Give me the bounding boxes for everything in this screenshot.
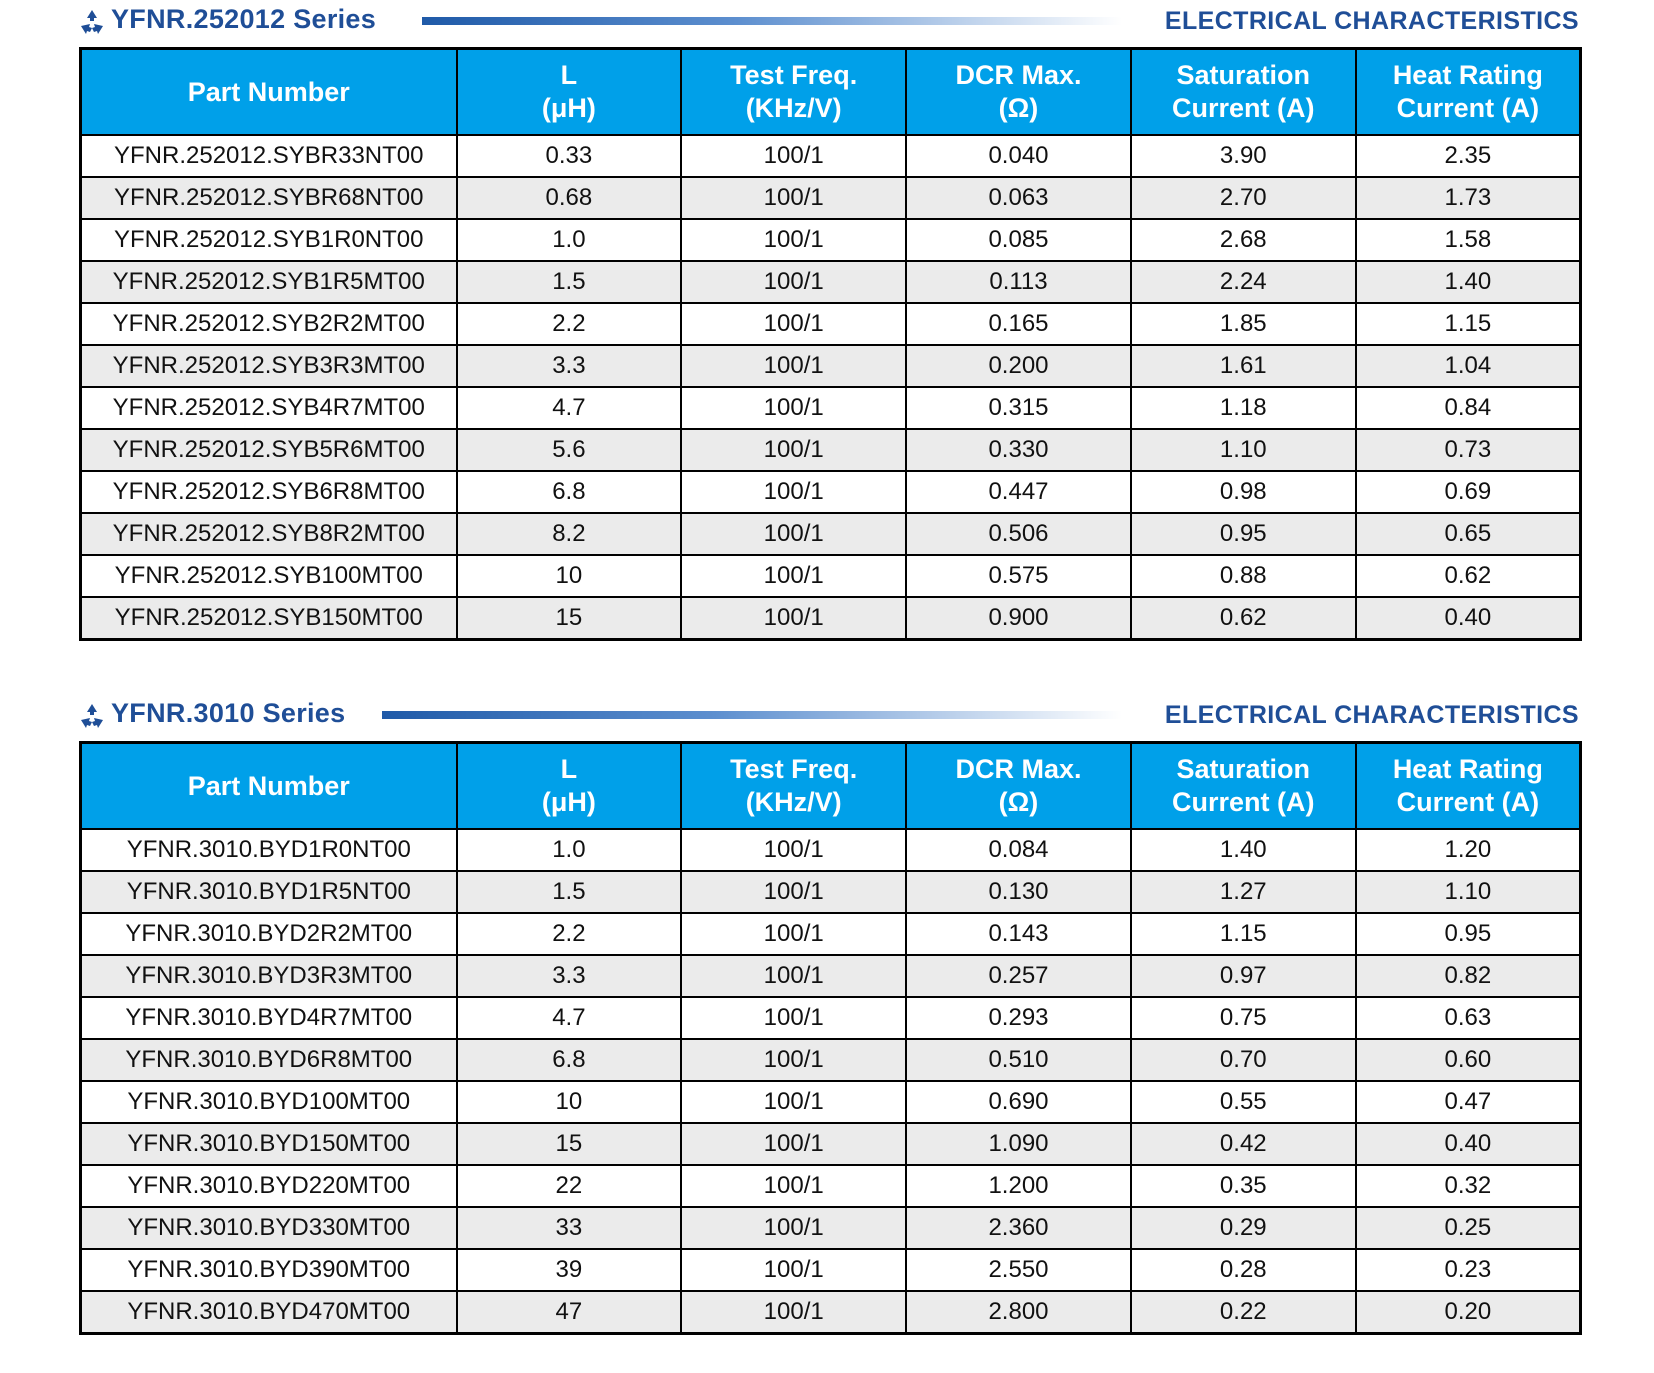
value-cell: 0.73 bbox=[1356, 429, 1581, 471]
value-cell: 0.20 bbox=[1356, 1291, 1581, 1334]
value-cell: 0.40 bbox=[1356, 597, 1581, 640]
table-row bbox=[81, 871, 1581, 913]
value-cell: 0.82 bbox=[1356, 955, 1581, 997]
value-cell: 15 bbox=[457, 1123, 682, 1165]
value-cell: 0.32 bbox=[1356, 1165, 1581, 1207]
value-cell: 6.8 bbox=[457, 1039, 682, 1081]
value-cell: 0.47 bbox=[1356, 1081, 1581, 1123]
recycle-icon bbox=[79, 9, 105, 35]
column-header-line: Part Number bbox=[187, 76, 350, 107]
value-cell: 0.60 bbox=[1356, 1039, 1581, 1081]
value-cell: 100/1 bbox=[681, 997, 906, 1039]
value-cell: 0.75 bbox=[1131, 997, 1356, 1039]
value-cell: 2.800 bbox=[906, 1291, 1131, 1334]
value-cell: 33 bbox=[457, 1207, 682, 1249]
value-cell: 0.510 bbox=[906, 1039, 1131, 1081]
part-number-cell: YFNR.252012.SYB4R7MT00 bbox=[81, 387, 457, 429]
table-row bbox=[81, 913, 1581, 955]
value-cell: 0.143 bbox=[906, 913, 1131, 955]
value-cell: 10 bbox=[457, 1081, 682, 1123]
column-header bbox=[81, 49, 457, 136]
column-header-line: Current (A) bbox=[1396, 787, 1540, 817]
part-number-cell: YFNR.3010.BYD6R8MT00 bbox=[81, 1039, 457, 1081]
value-cell: 1.04 bbox=[1356, 345, 1581, 387]
value-cell: 0.98 bbox=[1131, 471, 1356, 513]
table-row bbox=[81, 1081, 1581, 1123]
value-cell: 0.88 bbox=[1131, 555, 1356, 597]
column-header-line: Test Freq. bbox=[730, 754, 858, 784]
value-cell: 0.084 bbox=[906, 829, 1131, 871]
value-cell: 0.69 bbox=[1356, 471, 1581, 513]
value-cell: 0.506 bbox=[906, 513, 1131, 555]
column-header bbox=[1356, 49, 1581, 136]
value-cell: 0.063 bbox=[906, 177, 1131, 219]
value-cell: 10 bbox=[457, 555, 682, 597]
table-row bbox=[81, 303, 1581, 345]
part-number-cell: YFNR.3010.BYD330MT00 bbox=[81, 1207, 457, 1249]
value-cell: 39 bbox=[457, 1249, 682, 1291]
value-cell: 100/1 bbox=[681, 955, 906, 997]
value-cell: 0.95 bbox=[1131, 513, 1356, 555]
part-number-cell: YFNR.252012.SYB1R5MT00 bbox=[81, 261, 457, 303]
value-cell: 100/1 bbox=[681, 513, 906, 555]
table-row bbox=[81, 1123, 1581, 1165]
value-cell: 1.61 bbox=[1131, 345, 1356, 387]
series-section-3010 bbox=[79, 694, 1579, 1325]
value-cell: 0.257 bbox=[906, 955, 1131, 997]
part-number-cell: YFNR.3010.BYD220MT00 bbox=[81, 1165, 457, 1207]
table-row bbox=[81, 1207, 1581, 1249]
column-header bbox=[1131, 743, 1356, 830]
table-row bbox=[81, 261, 1581, 303]
value-cell: 0.62 bbox=[1356, 555, 1581, 597]
value-cell: 100/1 bbox=[681, 261, 906, 303]
value-cell: 1.5 bbox=[457, 261, 682, 303]
value-cell: 1.0 bbox=[457, 219, 682, 261]
column-header bbox=[681, 743, 906, 830]
column-header bbox=[1356, 743, 1581, 830]
column-header-line: Current (A) bbox=[1396, 93, 1540, 123]
value-cell: 100/1 bbox=[681, 1207, 906, 1249]
column-header bbox=[81, 743, 457, 830]
value-cell: 100/1 bbox=[681, 303, 906, 345]
value-cell: 100/1 bbox=[681, 1039, 906, 1081]
value-cell: 3.90 bbox=[1131, 135, 1356, 177]
value-cell: 0.130 bbox=[906, 871, 1131, 913]
value-cell: 2.2 bbox=[457, 303, 682, 345]
value-cell: 100/1 bbox=[681, 829, 906, 871]
electrical-characteristics-table bbox=[79, 47, 1582, 641]
value-cell: 1.18 bbox=[1131, 387, 1356, 429]
value-cell: 100/1 bbox=[681, 219, 906, 261]
value-cell: 0.42 bbox=[1131, 1123, 1356, 1165]
value-cell: 3.3 bbox=[457, 955, 682, 997]
value-cell: 3.3 bbox=[457, 345, 682, 387]
part-number-cell: YFNR.252012.SYB100MT00 bbox=[81, 555, 457, 597]
part-number-cell: YFNR.3010.BYD2R2MT00 bbox=[81, 913, 457, 955]
section-header bbox=[79, 0, 1579, 46]
value-cell: 8.2 bbox=[457, 513, 682, 555]
column-header-line: DCR Max. bbox=[955, 754, 1082, 784]
column-header-line: (μH) bbox=[541, 93, 596, 123]
part-number-cell: YFNR.252012.SYB3R3MT00 bbox=[81, 345, 457, 387]
value-cell: 1.5 bbox=[457, 871, 682, 913]
value-cell: 100/1 bbox=[681, 345, 906, 387]
part-number-cell: YFNR.252012.SYB8R2MT00 bbox=[81, 513, 457, 555]
table-row bbox=[81, 1039, 1581, 1081]
column-header-line: (KHz/V) bbox=[745, 787, 842, 817]
table-header-row bbox=[81, 743, 1581, 830]
value-cell: 100/1 bbox=[681, 1249, 906, 1291]
value-cell: 4.7 bbox=[457, 997, 682, 1039]
table-row bbox=[81, 1291, 1581, 1334]
column-header-line: Current (A) bbox=[1172, 787, 1315, 817]
series-section-252012 bbox=[79, 0, 1579, 631]
column-header bbox=[681, 49, 906, 136]
value-cell: 1.10 bbox=[1131, 429, 1356, 471]
table-row bbox=[81, 1249, 1581, 1291]
value-cell: 0.97 bbox=[1131, 955, 1356, 997]
part-number-cell: YFNR.3010.BYD150MT00 bbox=[81, 1123, 457, 1165]
table-row bbox=[81, 387, 1581, 429]
value-cell: 2.2 bbox=[457, 913, 682, 955]
value-cell: 0.84 bbox=[1356, 387, 1581, 429]
value-cell: 1.20 bbox=[1356, 829, 1581, 871]
value-cell: 0.040 bbox=[906, 135, 1131, 177]
value-cell: 2.68 bbox=[1131, 219, 1356, 261]
table-row bbox=[81, 597, 1581, 640]
table-header-row bbox=[81, 49, 1581, 136]
value-cell: 0.690 bbox=[906, 1081, 1131, 1123]
value-cell: 1.0 bbox=[457, 829, 682, 871]
value-cell: 0.95 bbox=[1356, 913, 1581, 955]
value-cell: 2.70 bbox=[1131, 177, 1356, 219]
value-cell: 2.360 bbox=[906, 1207, 1131, 1249]
value-cell: 100/1 bbox=[681, 471, 906, 513]
table-row bbox=[81, 997, 1581, 1039]
value-cell: 0.55 bbox=[1131, 1081, 1356, 1123]
table-row bbox=[81, 555, 1581, 597]
value-cell: 0.085 bbox=[906, 219, 1131, 261]
value-cell: 0.293 bbox=[906, 997, 1131, 1039]
part-number-cell: YFNR.252012.SYB1R0NT00 bbox=[81, 219, 457, 261]
value-cell: 2.550 bbox=[906, 1249, 1131, 1291]
part-number-cell: YFNR.3010.BYD470MT00 bbox=[81, 1291, 457, 1334]
part-number-cell: YFNR.3010.BYD100MT00 bbox=[81, 1081, 457, 1123]
value-cell: 0.575 bbox=[906, 555, 1131, 597]
value-cell: 1.090 bbox=[906, 1123, 1131, 1165]
part-number-cell: YFNR.252012.SYB2R2MT00 bbox=[81, 303, 457, 345]
part-number-cell: YFNR.252012.SYB150MT00 bbox=[81, 597, 457, 640]
table-row bbox=[81, 219, 1581, 261]
value-cell: 100/1 bbox=[681, 1291, 906, 1334]
value-cell: 1.27 bbox=[1131, 871, 1356, 913]
value-cell: 0.63 bbox=[1356, 997, 1581, 1039]
value-cell: 100/1 bbox=[681, 1081, 906, 1123]
value-cell: 100/1 bbox=[681, 913, 906, 955]
table-row bbox=[81, 135, 1581, 177]
value-cell: 100/1 bbox=[681, 1123, 906, 1165]
table-row bbox=[81, 177, 1581, 219]
value-cell: 1.10 bbox=[1356, 871, 1581, 913]
part-number-cell: YFNR.252012.SYBR33NT00 bbox=[81, 135, 457, 177]
value-cell: 0.165 bbox=[906, 303, 1131, 345]
value-cell: 1.40 bbox=[1356, 261, 1581, 303]
section-divider-bar bbox=[422, 17, 1122, 25]
value-cell: 0.900 bbox=[906, 597, 1131, 640]
section-title: YFNR.252012 Series bbox=[111, 4, 377, 34]
value-cell: 0.35 bbox=[1131, 1165, 1356, 1207]
part-number-cell: YFNR.3010.BYD1R0NT00 bbox=[81, 829, 457, 871]
column-header-line: (μH) bbox=[541, 787, 596, 817]
value-cell: 0.68 bbox=[457, 177, 682, 219]
value-cell: 1.58 bbox=[1356, 219, 1581, 261]
value-cell: 0.28 bbox=[1131, 1249, 1356, 1291]
column-header-line: Test Freq. bbox=[730, 60, 858, 90]
column-header bbox=[457, 49, 682, 136]
value-cell: 100/1 bbox=[681, 555, 906, 597]
value-cell: 0.113 bbox=[906, 261, 1131, 303]
column-header bbox=[906, 49, 1131, 136]
value-cell: 1.73 bbox=[1356, 177, 1581, 219]
part-number-cell: YFNR.3010.BYD390MT00 bbox=[81, 1249, 457, 1291]
part-number-cell: YFNR.3010.BYD4R7MT00 bbox=[81, 997, 457, 1039]
column-header-line: (Ω) bbox=[998, 93, 1039, 123]
value-cell: 0.23 bbox=[1356, 1249, 1581, 1291]
column-header-line: Heat Rating bbox=[1392, 60, 1543, 90]
column-header bbox=[1131, 49, 1356, 136]
part-number-cell: YFNR.252012.SYB5R6MT00 bbox=[81, 429, 457, 471]
column-header bbox=[457, 743, 682, 830]
value-cell: 1.40 bbox=[1131, 829, 1356, 871]
table-row bbox=[81, 955, 1581, 997]
value-cell: 0.62 bbox=[1131, 597, 1356, 640]
column-header-line: Current (A) bbox=[1172, 93, 1315, 123]
value-cell: 0.315 bbox=[906, 387, 1131, 429]
value-cell: 0.330 bbox=[906, 429, 1131, 471]
value-cell: 5.6 bbox=[457, 429, 682, 471]
value-cell: 0.70 bbox=[1131, 1039, 1356, 1081]
column-header-line: L bbox=[560, 60, 578, 90]
section-title: YFNR.3010 Series bbox=[111, 698, 346, 728]
value-cell: 0.25 bbox=[1356, 1207, 1581, 1249]
value-cell: 100/1 bbox=[681, 177, 906, 219]
recycle-icon bbox=[79, 703, 105, 729]
value-cell: 0.33 bbox=[457, 135, 682, 177]
value-cell: 4.7 bbox=[457, 387, 682, 429]
column-header-line: Saturation bbox=[1176, 60, 1311, 90]
value-cell: 100/1 bbox=[681, 429, 906, 471]
column-header bbox=[906, 743, 1131, 830]
value-cell: 0.22 bbox=[1131, 1291, 1356, 1334]
value-cell: 100/1 bbox=[681, 387, 906, 429]
section-subtitle: ELECTRICAL CHARACTERISTICS bbox=[1164, 701, 1579, 729]
value-cell: 100/1 bbox=[681, 135, 906, 177]
value-cell: 1.15 bbox=[1356, 303, 1581, 345]
value-cell: 47 bbox=[457, 1291, 682, 1334]
value-cell: 100/1 bbox=[681, 871, 906, 913]
table-row bbox=[81, 429, 1581, 471]
table-row bbox=[81, 829, 1581, 871]
table-row bbox=[81, 1165, 1581, 1207]
column-header-line: (Ω) bbox=[998, 787, 1039, 817]
table-row bbox=[81, 345, 1581, 387]
value-cell: 100/1 bbox=[681, 1165, 906, 1207]
value-cell: 15 bbox=[457, 597, 682, 640]
column-header-line: Part Number bbox=[187, 770, 350, 801]
column-header-line: DCR Max. bbox=[955, 60, 1082, 90]
table-row bbox=[81, 471, 1581, 513]
value-cell: 0.200 bbox=[906, 345, 1131, 387]
section-header bbox=[79, 694, 1579, 740]
section-subtitle: ELECTRICAL CHARACTERISTICS bbox=[1164, 7, 1579, 35]
part-number-cell: YFNR.3010.BYD3R3MT00 bbox=[81, 955, 457, 997]
value-cell: 0.29 bbox=[1131, 1207, 1356, 1249]
column-header-line: Saturation bbox=[1176, 754, 1311, 784]
part-number-cell: YFNR.252012.SYBR68NT00 bbox=[81, 177, 457, 219]
value-cell: 1.15 bbox=[1131, 913, 1356, 955]
part-number-cell: YFNR.252012.SYB6R8MT00 bbox=[81, 471, 457, 513]
column-header-line: L bbox=[560, 754, 578, 784]
value-cell: 100/1 bbox=[681, 597, 906, 640]
section-divider-bar bbox=[382, 711, 1122, 719]
value-cell: 2.24 bbox=[1131, 261, 1356, 303]
value-cell: 0.40 bbox=[1356, 1123, 1581, 1165]
value-cell: 2.35 bbox=[1356, 135, 1581, 177]
value-cell: 1.200 bbox=[906, 1165, 1131, 1207]
column-header-line: Heat Rating bbox=[1392, 754, 1543, 784]
part-number-cell: YFNR.3010.BYD1R5NT00 bbox=[81, 871, 457, 913]
electrical-characteristics-table bbox=[79, 741, 1582, 1335]
value-cell: 6.8 bbox=[457, 471, 682, 513]
value-cell: 22 bbox=[457, 1165, 682, 1207]
value-cell: 0.65 bbox=[1356, 513, 1581, 555]
value-cell: 0.447 bbox=[906, 471, 1131, 513]
table-row bbox=[81, 513, 1581, 555]
value-cell: 1.85 bbox=[1131, 303, 1356, 345]
column-header-line: (KHz/V) bbox=[745, 93, 842, 123]
